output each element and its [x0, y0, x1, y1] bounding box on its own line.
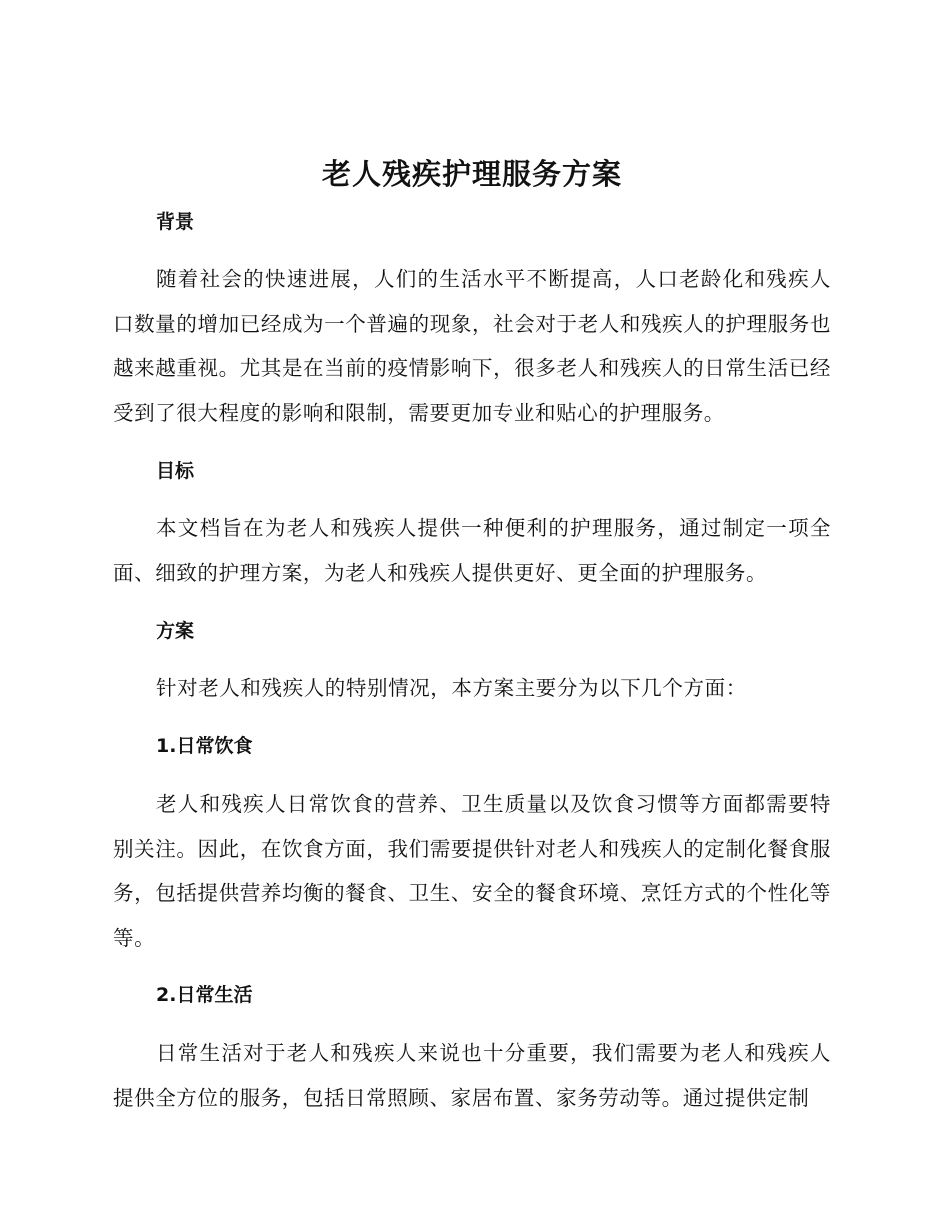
section-heading-goal: 目标: [156, 460, 195, 482]
section-paragraph-daily-life: 日常生活对于老人和残疾人来说也十分重要，我们需要为老人和残疾人提供全方位的服务，包括日常照顾、家居布置、家务劳动等。通过提供定制: [113, 1041, 831, 1110]
section-heading-background: 背景: [156, 211, 195, 233]
section-paragraph-plan: 针对老人和残疾人的特别情况，本方案主要分为以下几个方面：: [156, 676, 747, 700]
section-heading-daily-diet: 1.日常饮食: [156, 735, 253, 757]
section-paragraph-goal: 本文档旨在为老人和残疾人提供一种便利的护理服务，通过制定一项全面、细致的护理方案，为老人和残疾人提供更好、更全面的护理服务。: [113, 516, 831, 585]
section-paragraph-daily-diet: 老人和残疾人日常饮食的营养、卫生质量以及饮食习惯等方面都需要特别关注。因此，在饮食方面，我们需要提供针对老人和残疾人的定制化餐食服务，包括提供营养均衡的餐食、卫生、安全的餐食环境、烹饪方式的个性化等等。: [113, 792, 831, 950]
document-page: [113, 0, 831, 1230]
section-paragraph-background: 随着社会的快速进展，人们的生活水平不断提高，人口老龄化和残疾人口数量的增加已经成为一个普遍的现象，社会对于老人和残疾人的护理服务也越来越重视。尤其是在当前的疫情影响下，很多老人和残疾人的日常生活已经受到了很大程度的影响和限制，需要更加专业和贴心的护理服务。: [113, 267, 831, 425]
document-title: 老人残疾护理服务方案: [321, 157, 622, 191]
section-heading-daily-life: 2.日常生活: [156, 984, 253, 1006]
section-heading-plan: 方案: [156, 620, 195, 642]
